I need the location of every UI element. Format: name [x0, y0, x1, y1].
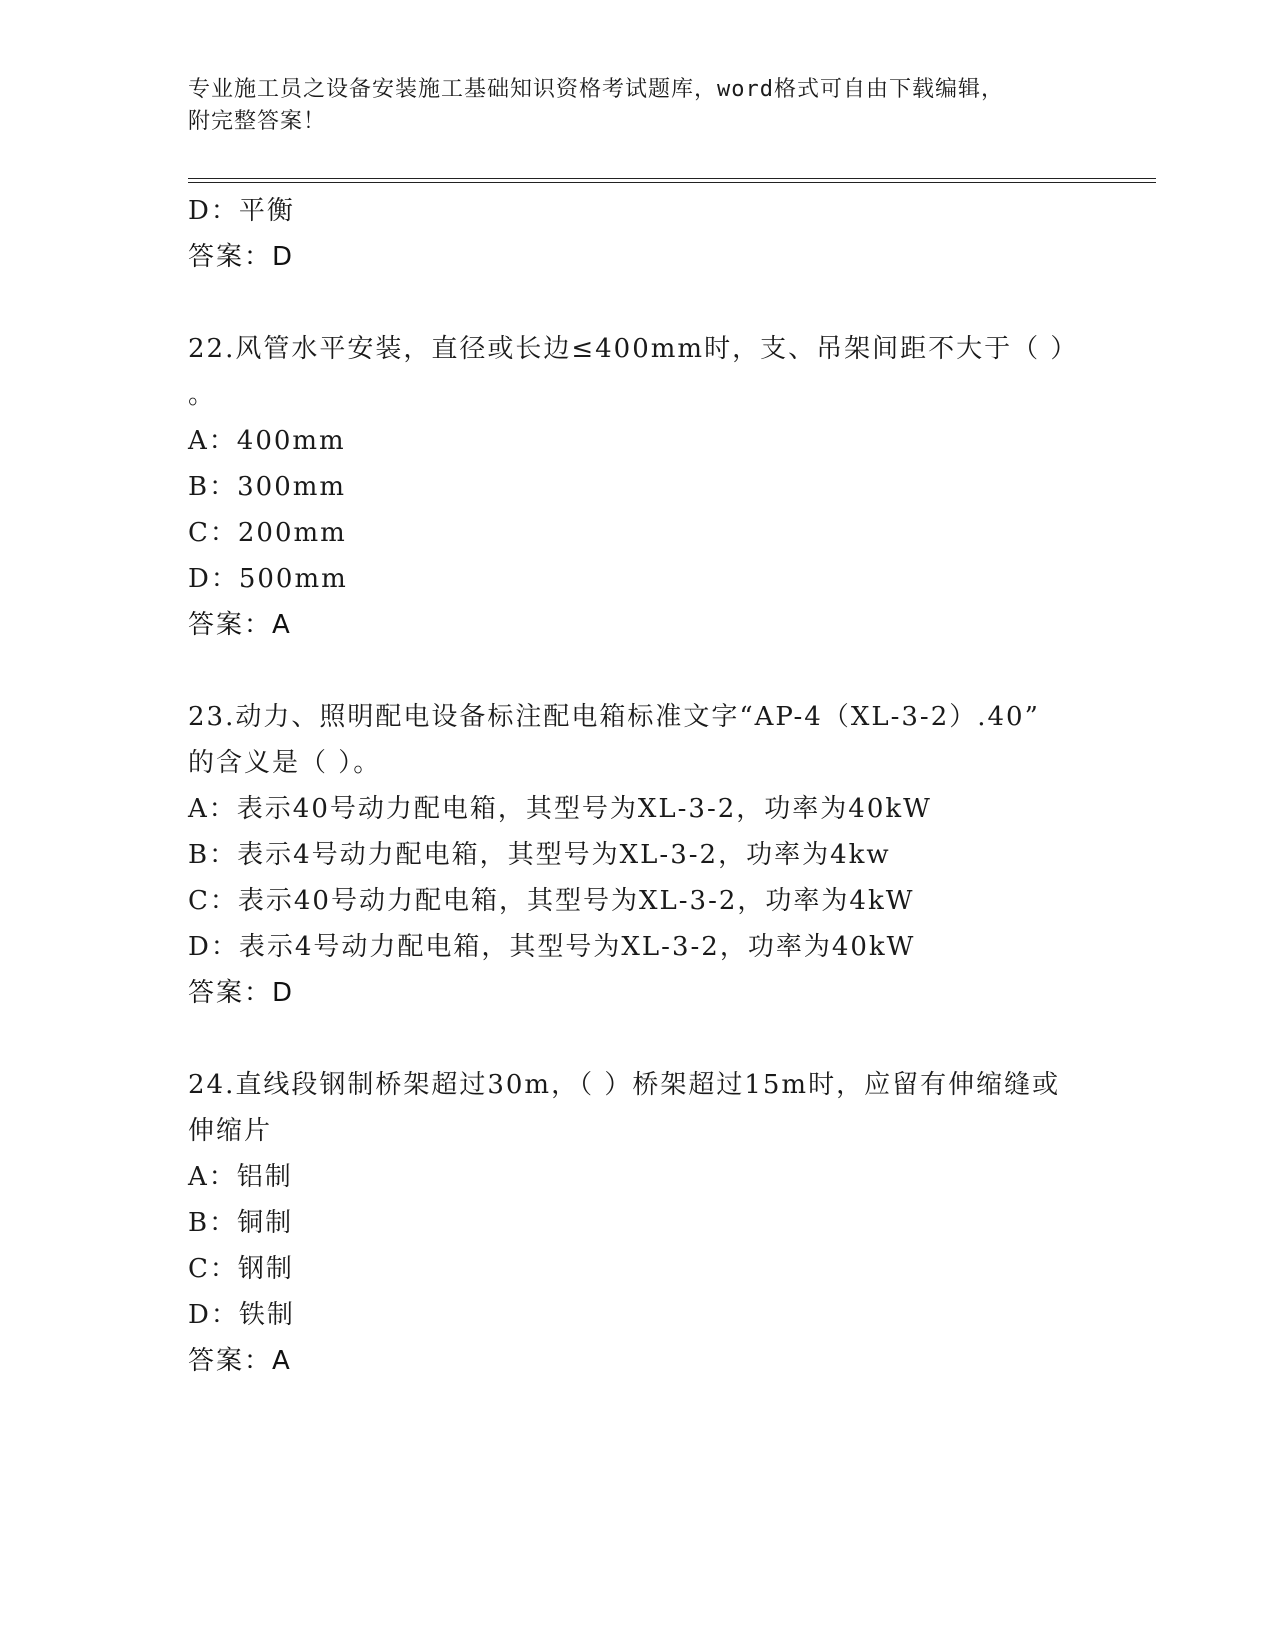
question-list — [188, 188, 1088, 1384]
option-d: D：表示4号动力配电箱，其型号为XL-3-2，功率为40kW — [188, 932, 916, 962]
option-d: D：平衡 — [188, 196, 295, 226]
option-a: A：铝制 — [188, 1162, 293, 1192]
option-c: C：表示40号动力配电箱，其型号为XL-3-2，功率为4kW — [188, 886, 915, 916]
spacer — [188, 1016, 1088, 1062]
question-text-line-1: 23.动力、照明配电设备标注配电箱标准文字“AP-4（XL-3-2）.40” — [188, 702, 1040, 732]
document-header — [188, 74, 1088, 138]
option-b: B：300mm — [188, 472, 347, 502]
answer-label: 答案：A — [188, 1346, 292, 1376]
header-divider — [188, 178, 1156, 183]
spacer — [188, 648, 1088, 694]
option-a: A：400mm — [188, 426, 346, 456]
answer-label: 答案：D — [188, 242, 295, 272]
question-text-line-2: 伸缩片 — [188, 1116, 273, 1146]
question-text-line-1: 24.直线段钢制桥架超过30m，（ ）桥架超过15m时，应留有伸缩缝或 — [188, 1070, 1061, 1100]
option-b: B：表示4号动力配电箱，其型号为XL-3-2，功率为4kw — [188, 840, 891, 870]
question-text-line-1: 22.风管水平安装，直径或长边≤400mm时，支、吊架间距不大于（ ） — [188, 334, 1079, 364]
option-d: D：500mm — [188, 564, 348, 594]
question-22 — [188, 326, 1088, 648]
option-c: C：200mm — [188, 518, 347, 548]
answer-label: 答案：D — [188, 978, 295, 1008]
spacer — [188, 280, 1088, 326]
question-24 — [188, 1062, 1088, 1384]
option-d: D：铁制 — [188, 1300, 295, 1330]
previous-question-tail — [188, 188, 1088, 280]
question-text-line-2: 的含义是（ ）。 — [188, 748, 382, 778]
option-b: B：铜制 — [188, 1208, 294, 1238]
question-text-line-2: 。 — [188, 380, 217, 410]
header-line-1: 专业施工员之设备安装施工基础知识资格考试题库，word格式可自由下载编辑， — [188, 77, 1004, 102]
question-23 — [188, 694, 1088, 1016]
option-c: C：钢制 — [188, 1254, 294, 1284]
answer-label: 答案：A — [188, 610, 292, 640]
header-line-2: 附完整答案！ — [188, 109, 327, 134]
option-a: A：表示40号动力配电箱，其型号为XL-3-2，功率为40kW — [188, 794, 932, 824]
